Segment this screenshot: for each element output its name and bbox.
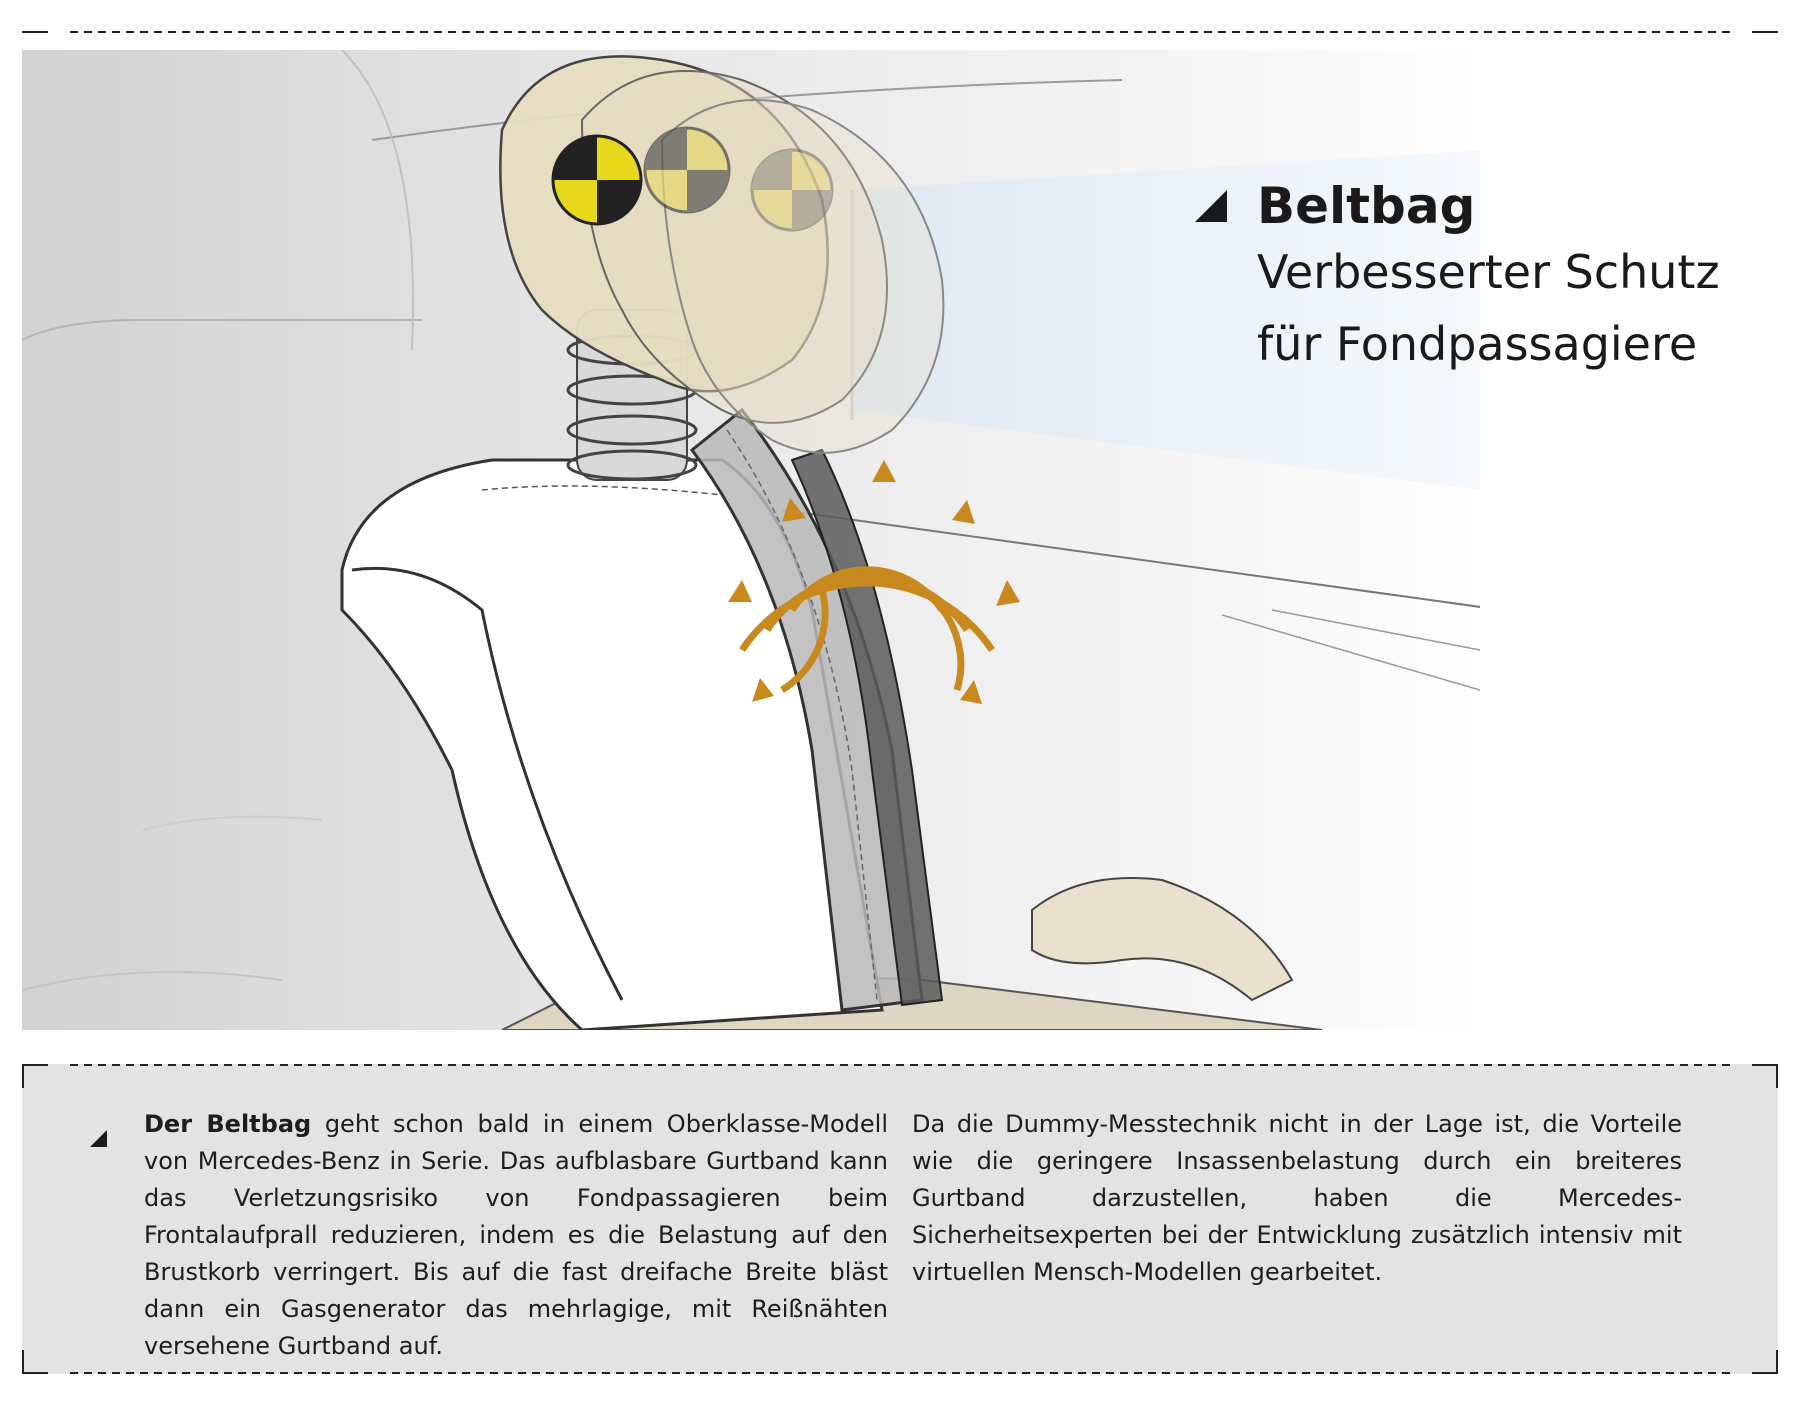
- triangle-bullet-icon: [1195, 190, 1227, 222]
- headline-title: Beltbag: [1257, 177, 1476, 235]
- crash-test-marker-icon: [752, 150, 832, 230]
- caption-right-column: [912, 1106, 1682, 1291]
- caption-right-text: Da die Dummy-Messtechnik nicht in der Lage ist, die Vorteile wie die geringere Insassenbelastung durch ein breiteres Gurtband darzustellen, haben die Mercedes-Sicherheitsexperten bei der Entwicklung zusätzlich intensiv mit virtuellen Mensch-Modellen gearbeitet.: [912, 1110, 1682, 1286]
- headline-subtitle-line1: Verbesserter Schutz: [1257, 245, 1720, 299]
- caption-left-column: [144, 1106, 888, 1365]
- headline-block: [1195, 176, 1785, 380]
- triangle-bullet-icon: [90, 1130, 107, 1147]
- crash-test-marker-icon: [645, 128, 729, 212]
- caption-lead: Der Beltbag: [144, 1110, 312, 1138]
- caption-left-text: geht schon bald in einem Oberklasse-Modell von Mercedes-Benz in Serie. Das aufblasbare Gurtband kann das Verletzungsrisiko von Fondpassagieren beim Frontalaufprall reduzieren, indem es die Belastung auf den Brustkorb verringert. Bis auf die fast dreifache Breite bläst dann ein Gasgenerator das mehrlagige, mit Reißnähten versehene Gurtband auf.: [144, 1110, 888, 1360]
- crash-test-marker-icon: [553, 136, 641, 224]
- caption-box: [22, 1064, 1778, 1374]
- top-dashed-rule: [22, 30, 1778, 34]
- headline-subtitle-line2: für Fondpassagiere: [1257, 317, 1698, 371]
